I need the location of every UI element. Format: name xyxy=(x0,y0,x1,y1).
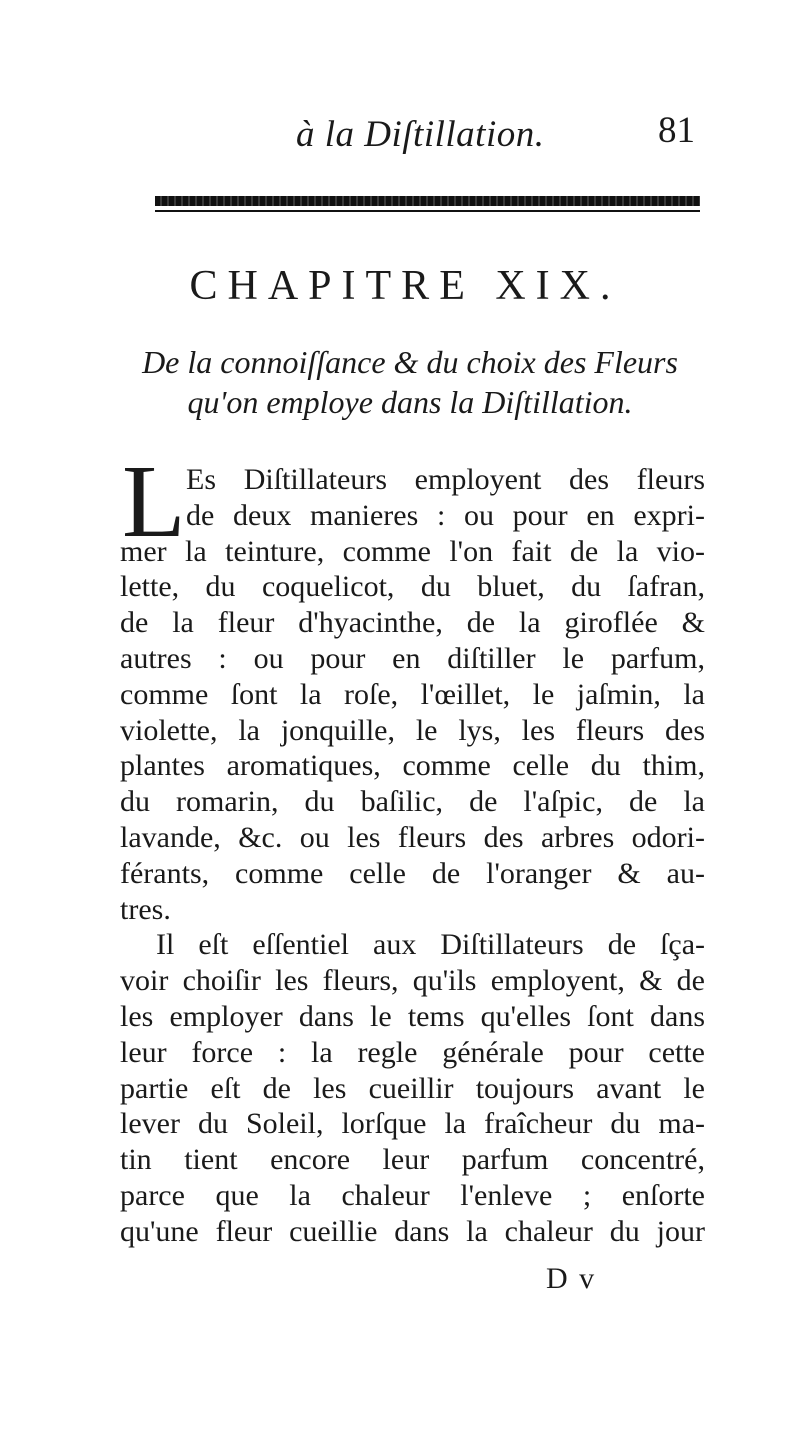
ornamental-rule xyxy=(155,196,700,216)
body-text xyxy=(120,444,705,1250)
text-line: férants, comme celle de l'oranger & au- xyxy=(120,856,705,890)
text-line: Es Diſtillateurs employent des fleurs xyxy=(186,463,705,496)
text-line: partie eſt de les cueillir toujours avant le xyxy=(120,1071,705,1105)
subtitle-line: De la connoiſſance & du choix des Fleurs xyxy=(142,344,678,380)
text-line: mer la teinture, comme l'on fait de la vio- xyxy=(120,534,705,568)
text-line: lever du Soleil, lorſque la fraîcheur du ma- xyxy=(120,1107,705,1141)
text-line: de deux manieres : ou pour en expri- xyxy=(186,498,705,532)
text-line: du romarin, du baſilic, de l'aſpic, de la xyxy=(120,785,705,819)
text-line: les employer dans le tems qu'elles ſont dans xyxy=(120,999,705,1033)
running-title: à la Diſtillation. xyxy=(296,114,545,155)
chapter-subtitle xyxy=(120,342,700,422)
rule-thin-line xyxy=(155,210,700,212)
page-number: 81 xyxy=(658,110,695,151)
text-line: plantes aromatiques, comme celle du thim, xyxy=(120,749,705,783)
text-line: violette, la jonquille, le lys, les fleurs des xyxy=(120,713,705,747)
text-line: parce que la chaleur l'enleve ; enſorte xyxy=(120,1178,705,1212)
drop-cap: L xyxy=(122,444,186,559)
text-line: comme ſont la roſe, l'œillet, le jaſmin, la xyxy=(120,677,705,711)
text-line: lette, du coquelicot, du bluet, du ſafran, xyxy=(120,570,705,604)
text-line: qu'une fleur cueillie dans la chaleur du jour xyxy=(120,1214,705,1248)
text-line: Il eſt eſſentiel aux Diſtillateurs de ſça- xyxy=(156,928,705,962)
chapter-title: CHAPITRE XIX. xyxy=(189,263,621,309)
text-line: autres : ou pour en diſtiller le parfum, xyxy=(120,641,705,675)
text-line: tres. xyxy=(120,892,171,926)
text-line: tin tient encore leur parfum concentré, xyxy=(120,1143,705,1177)
rule-thick-line xyxy=(155,196,700,206)
catchword: D v xyxy=(546,1262,597,1295)
text-line: lavande, &c. ou les fleurs des arbres odori- xyxy=(120,820,705,854)
text-line: leur force : la regle générale pour cette xyxy=(120,1035,705,1069)
subtitle-line: qu'on employe dans la Diſtillation. xyxy=(187,384,633,420)
text-line: voir choiſir les fleurs, qu'ils employent, & de xyxy=(120,964,705,998)
text-line: de la fleur d'hyacinthe, de la giroflée & xyxy=(120,606,705,640)
running-head xyxy=(0,105,800,155)
